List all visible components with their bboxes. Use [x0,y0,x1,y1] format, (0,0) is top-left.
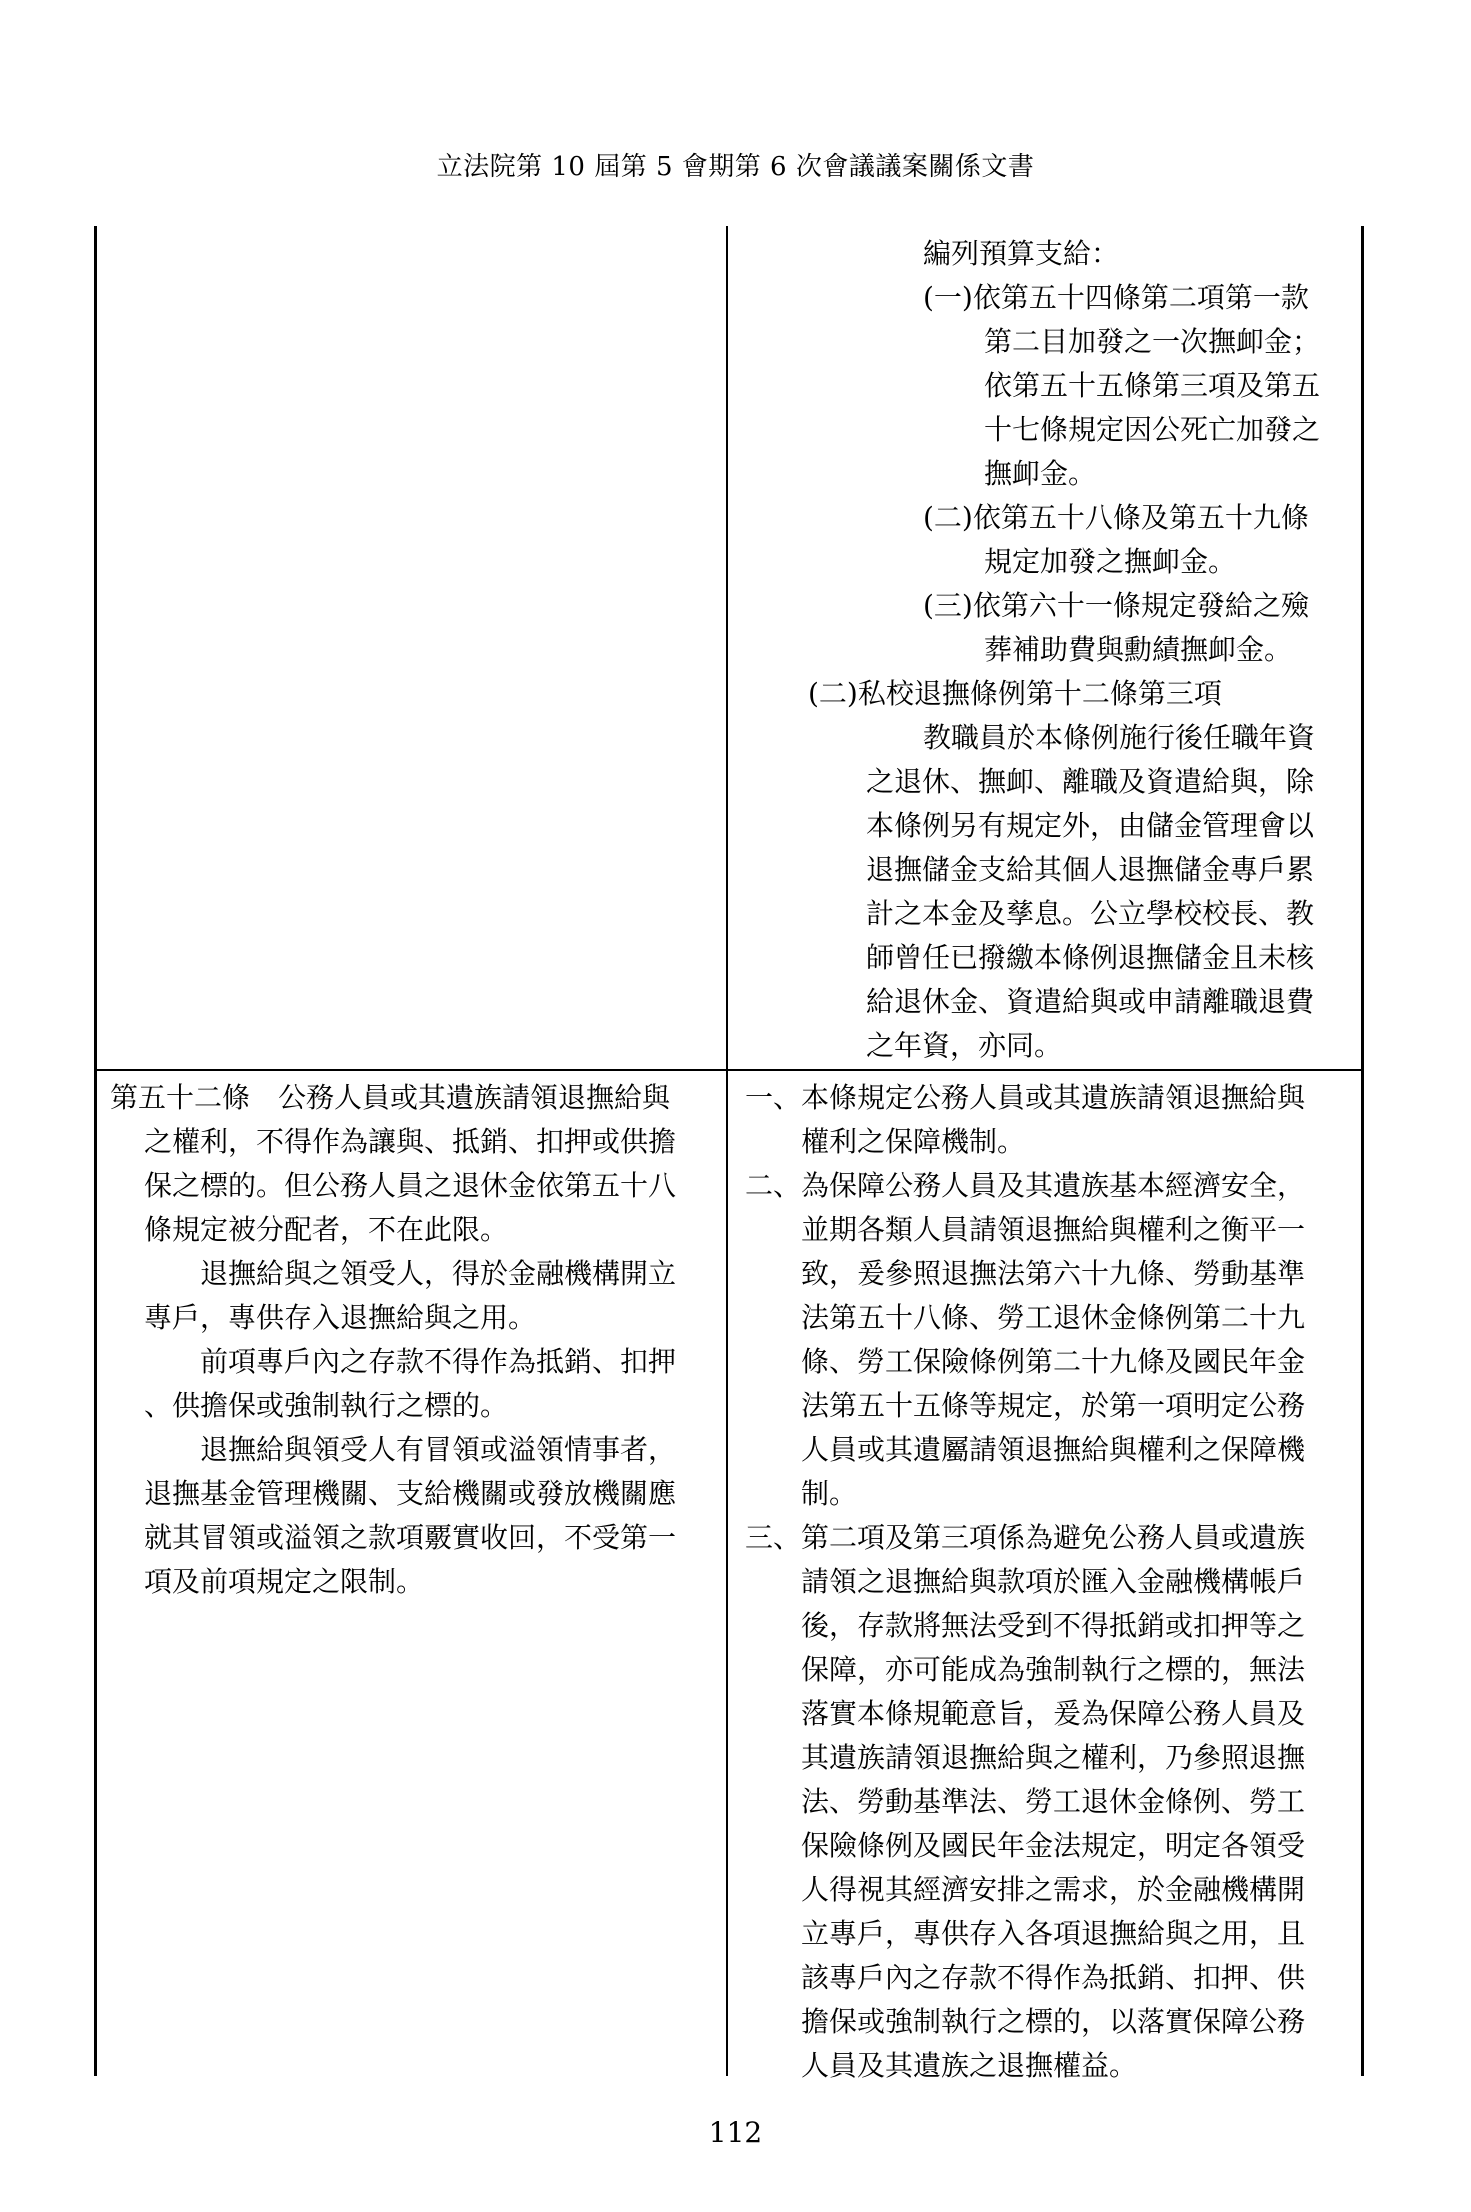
text-line: 項及前項規定之限制。 [144,1565,425,1598]
text-line: 之年資，亦同。 [866,1029,1063,1062]
text-line: 編列預算支給： [923,237,1120,270]
text-line: 條、勞工保險條例第二十九條及國民年金 [801,1345,1306,1378]
text-line: 致，爰參照退撫法第六十九條、勞動基準 [801,1257,1306,1290]
text-line: 第二目加發之一次撫卹金； [984,325,1321,358]
text-line: 人員及其遺族之退撫權益。 [801,2049,1138,2082]
text-line: 制。 [801,1477,858,1510]
text-line: 人得視其經濟安排之需求，於金融機構開 [801,1873,1306,1906]
text-line: 請領之退撫給與款項於匯入金融機構帳戶 [801,1565,1306,1598]
text-line: 第五十二條 公務人員或其遺族請領退撫給與 [110,1081,671,1114]
text-line: 撫卹金。 [984,457,1097,490]
text-line: 計之本金及孳息。公立學校校長、教 [866,897,1315,930]
text-line: 退撫給與之領受人，得於金融機構開立 [200,1257,677,1290]
text-line: 葬補助費與勳績撫卹金。 [984,633,1293,666]
text-line: 給退休金、資遣給與或申請離職退費 [866,985,1315,1018]
table-left-border [94,226,97,2076]
text-line: (一)依第五十四條第二項第一款 [923,281,1309,314]
text-line: 並期各類人員請領退撫給與權利之衡平一 [801,1213,1306,1246]
text-line: 二、為保障公務人員及其遺族基本經濟安全， [745,1169,1306,1202]
text-line: 本條例另有規定外，由儲金管理會以 [866,809,1315,842]
text-line: 依第五十五條第三項及第五 [984,369,1321,402]
text-line: (二)私校退撫條例第十二條第三項 [808,677,1222,710]
table-row-divider [94,1069,1364,1071]
text-line: (二)依第五十八條及第五十九條 [923,501,1309,534]
text-line: 退撫儲金支給其個人退撫儲金專戶累 [866,853,1315,886]
text-line: 規定加發之撫卹金。 [984,545,1237,578]
text-line: 保障，亦可能成為強制執行之標的，無法 [801,1653,1306,1686]
text-line: 其遺族請領退撫給與之權利，乃參照退撫 [801,1741,1306,1774]
top-right-cell [760,232,1350,1068]
text-line: (三)依第六十一條規定發給之殮 [923,589,1309,622]
text-line: 專戶，專供存入退撫給與之用。 [144,1301,537,1334]
text-line: 保險條例及國民年金法規定，明定各領受 [801,1829,1306,1862]
table-right-border [1361,226,1364,2076]
text-line: 保之標的。但公務人員之退休金依第五十八 [144,1169,677,1202]
text-line: 退撫基金管理機關、支給機關或發放機關應 [144,1477,677,1510]
text-line: 之權利，不得作為讓與、抵銷、扣押或供擔 [144,1125,677,1158]
text-line: 師曾任已撥繳本條例退撫儲金且未核 [866,941,1315,974]
text-line: 前項專戶內之存款不得作為抵銷、扣押 [200,1345,677,1378]
text-line: 之退休、撫卹、離職及資遣給與，除 [866,765,1315,798]
text-line: 法、勞動基準法、勞工退休金條例、勞工 [801,1785,1306,1818]
text-line: 退撫給與領受人有冒領或溢領情事者， [200,1433,677,1466]
article-text-cell [110,1076,715,1604]
text-line: 該專戶內之存款不得作為抵銷、扣押、供 [801,1961,1306,1994]
text-line: 擔保或強制執行之標的，以落實保障公務 [801,2005,1306,2038]
page-number: 112 [708,2116,763,2149]
text-line: 、供擔保或強制執行之標的。 [144,1389,509,1422]
text-line: 立專戶，專供存入各項退撫給與之用，且 [801,1917,1306,1950]
text-line: 權利之保障機制。 [801,1125,1026,1158]
text-line: 人員或其遺屬請領退撫給與權利之保障機 [801,1433,1306,1466]
text-line: 十七條規定因公死亡加發之 [984,413,1321,446]
text-line: 法第五十五條等規定，於第一項明定公務 [801,1389,1306,1422]
text-line: 就其冒領或溢領之款項覈實收回，不受第一 [144,1521,677,1554]
table-column-divider [726,226,728,2076]
text-line: 一、本條規定公務人員或其遺族請領退撫給與 [745,1081,1306,1114]
text-line: 落實本條規範意旨，爰為保障公務人員及 [801,1697,1306,1730]
explanation-cell [745,1076,1355,2088]
text-line: 三、第二項及第三項係為避免公務人員或遺族 [745,1521,1306,1554]
text-line: 條規定被分配者，不在此限。 [144,1213,509,1246]
document-header: 立法院第 10 屆第 5 會期第 6 次會議議案關係文書 [436,152,1035,182]
text-line: 法第五十八條、勞工退休金條例第二十九 [801,1301,1306,1334]
text-line: 後，存款將無法受到不得抵銷或扣押等之 [801,1609,1306,1642]
text-line: 教職員於本條例施行後任職年資 [923,721,1316,754]
